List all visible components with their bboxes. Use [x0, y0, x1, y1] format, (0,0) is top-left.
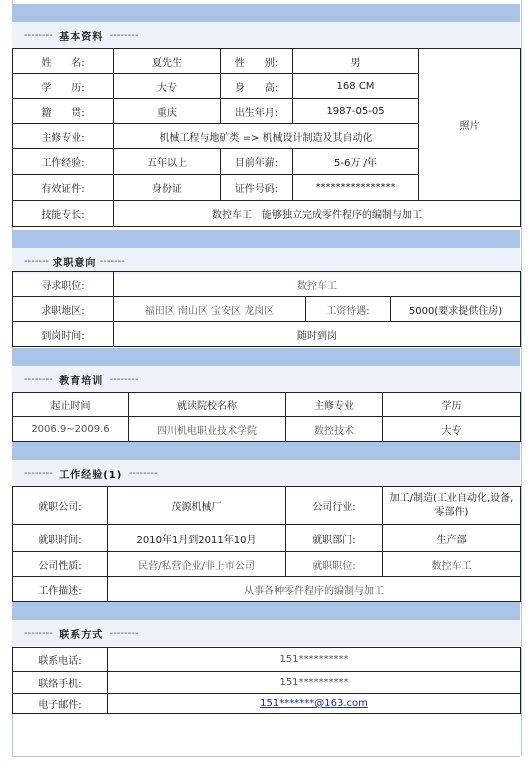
section-bar	[12, 230, 520, 248]
resume-page	[12, 0, 520, 775]
column-header: 起止时间	[13, 393, 129, 417]
value-cell: 大专	[114, 74, 221, 99]
label-cell: 求职地区:	[13, 297, 114, 322]
value-cell: 身份证	[114, 175, 221, 201]
label-cell: 姓 名:	[13, 49, 114, 74]
label-cell: 证件号码:	[221, 175, 293, 201]
major-value: 机械工程与地矿类 => 机械设计制造及其自动化	[114, 124, 419, 149]
label-cell: 联系电话:	[13, 648, 108, 672]
table-row	[13, 487, 521, 525]
nature-value: 民营/私营企业/非上市公司	[108, 552, 286, 577]
value-cell: 重庆	[114, 99, 221, 124]
section-header-education: -------- 教育培训 --------	[12, 366, 520, 392]
company-value: 茂源机械厂	[108, 487, 286, 525]
label-cell: 就职时间:	[13, 525, 108, 552]
label-cell: 就职职位:	[286, 552, 383, 577]
table-row	[13, 552, 521, 577]
label-cell: 学 历:	[13, 74, 114, 99]
table-row	[13, 525, 521, 552]
desc-value: 从事各种零件程序的编制与加工	[108, 577, 521, 602]
post-value: 数控车工	[383, 552, 521, 577]
value-cell: 1987-05-05	[293, 99, 419, 124]
label-cell: 有效证件:	[13, 175, 114, 201]
column-header: 主修专业	[286, 393, 383, 417]
label-cell: 主修专业:	[13, 124, 114, 149]
label-cell: 到岗时间:	[13, 322, 114, 347]
table-row	[13, 322, 521, 347]
value-cell: 5-6万 /年	[293, 149, 419, 175]
table-cell: 2006.9~2009.6	[13, 417, 129, 442]
section-title: 基本资料	[59, 31, 104, 43]
value-cell: 168 CM	[293, 74, 419, 99]
label-cell: 出生年月:	[221, 99, 293, 124]
intent-table	[12, 271, 521, 347]
section-title: 教育培训	[59, 375, 104, 387]
section-header-work: -------- 工作经验(1) --------	[12, 460, 520, 486]
section-title: 求职意向	[52, 257, 97, 269]
table-row	[13, 577, 521, 602]
table-row	[13, 49, 521, 74]
label-cell: 技能专长:	[13, 201, 114, 227]
label-cell: 工资待遇:	[306, 297, 391, 322]
section-title: 工作经验(1)	[59, 469, 123, 481]
table-cell: 四川机电职业技术学院	[129, 417, 286, 442]
education-table	[12, 392, 521, 442]
label-cell: 籍 贯:	[13, 99, 114, 124]
label-cell: 性 别:	[221, 49, 293, 74]
email-cell	[108, 694, 521, 714]
skill-value: 数控车工 能够独立完成零件程序的编制与加工	[114, 201, 521, 227]
label-cell: 联络手机:	[13, 672, 108, 694]
value-cell: 男	[293, 49, 419, 74]
table-header-row	[13, 393, 521, 417]
section-bar	[12, 348, 520, 366]
value-cell: ****************	[293, 175, 419, 201]
time-value: 2010年1月到2011年10月	[108, 525, 286, 552]
industry-value: 加工/制造(工业自动化,设备,零部件)	[383, 487, 521, 525]
section-header-contact: -------- 联系方式 --------	[12, 620, 520, 646]
job-value: 数控车工	[114, 272, 521, 297]
label-cell: 工作经验:	[13, 149, 114, 175]
section-header-intent: ------- 求职意向 -------	[12, 248, 520, 274]
table-row	[13, 694, 521, 714]
label-cell: 寻求职位:	[13, 272, 114, 297]
value-cell: 五年以上	[114, 149, 221, 175]
value-cell: 夏先生	[114, 49, 221, 74]
label-cell: 工作描述:	[13, 577, 108, 602]
column-header: 就读院校名称	[129, 393, 286, 417]
basic-info-table	[12, 48, 521, 227]
photo-placeholder: 照片	[419, 49, 521, 201]
section-bar	[12, 442, 520, 460]
label-cell: 目前年薪:	[221, 149, 293, 175]
mobile-value: 151**********	[108, 672, 521, 694]
table-row	[13, 272, 521, 297]
phone-value: 151**********	[108, 648, 521, 672]
section-bar	[12, 4, 520, 22]
column-header: 学历	[383, 393, 521, 417]
area-value: 福田区 南山区 宝安区 龙岗区	[114, 297, 306, 322]
label-cell: 公司性质:	[13, 552, 108, 577]
section-header-basic: -------- 基本资料 --------	[12, 22, 520, 48]
table-cell: 数控技术	[286, 417, 383, 442]
label-cell: 就职部门:	[286, 525, 383, 552]
label-cell: 就职公司:	[13, 487, 108, 525]
table-row	[13, 201, 521, 227]
section-title: 联系方式	[59, 629, 104, 641]
table-row	[13, 297, 521, 322]
table-row	[13, 672, 521, 694]
contact-table	[12, 647, 521, 714]
table-row	[13, 417, 521, 442]
table-cell: 大专	[383, 417, 521, 442]
pay-value: 5000(要求提供住房)	[391, 297, 521, 322]
dept-value: 生产部	[383, 525, 521, 552]
bottom-border	[12, 756, 520, 757]
email-link[interactable]: 151*******@163.com	[260, 698, 368, 709]
table-row	[13, 648, 521, 672]
section-bar	[12, 602, 520, 620]
arrive-value: 随时到岗	[114, 322, 521, 347]
work-table	[12, 486, 521, 602]
label-cell: 电子邮件:	[13, 694, 108, 714]
label-cell: 身 高:	[221, 74, 293, 99]
label-cell: 公司行业:	[286, 487, 383, 525]
